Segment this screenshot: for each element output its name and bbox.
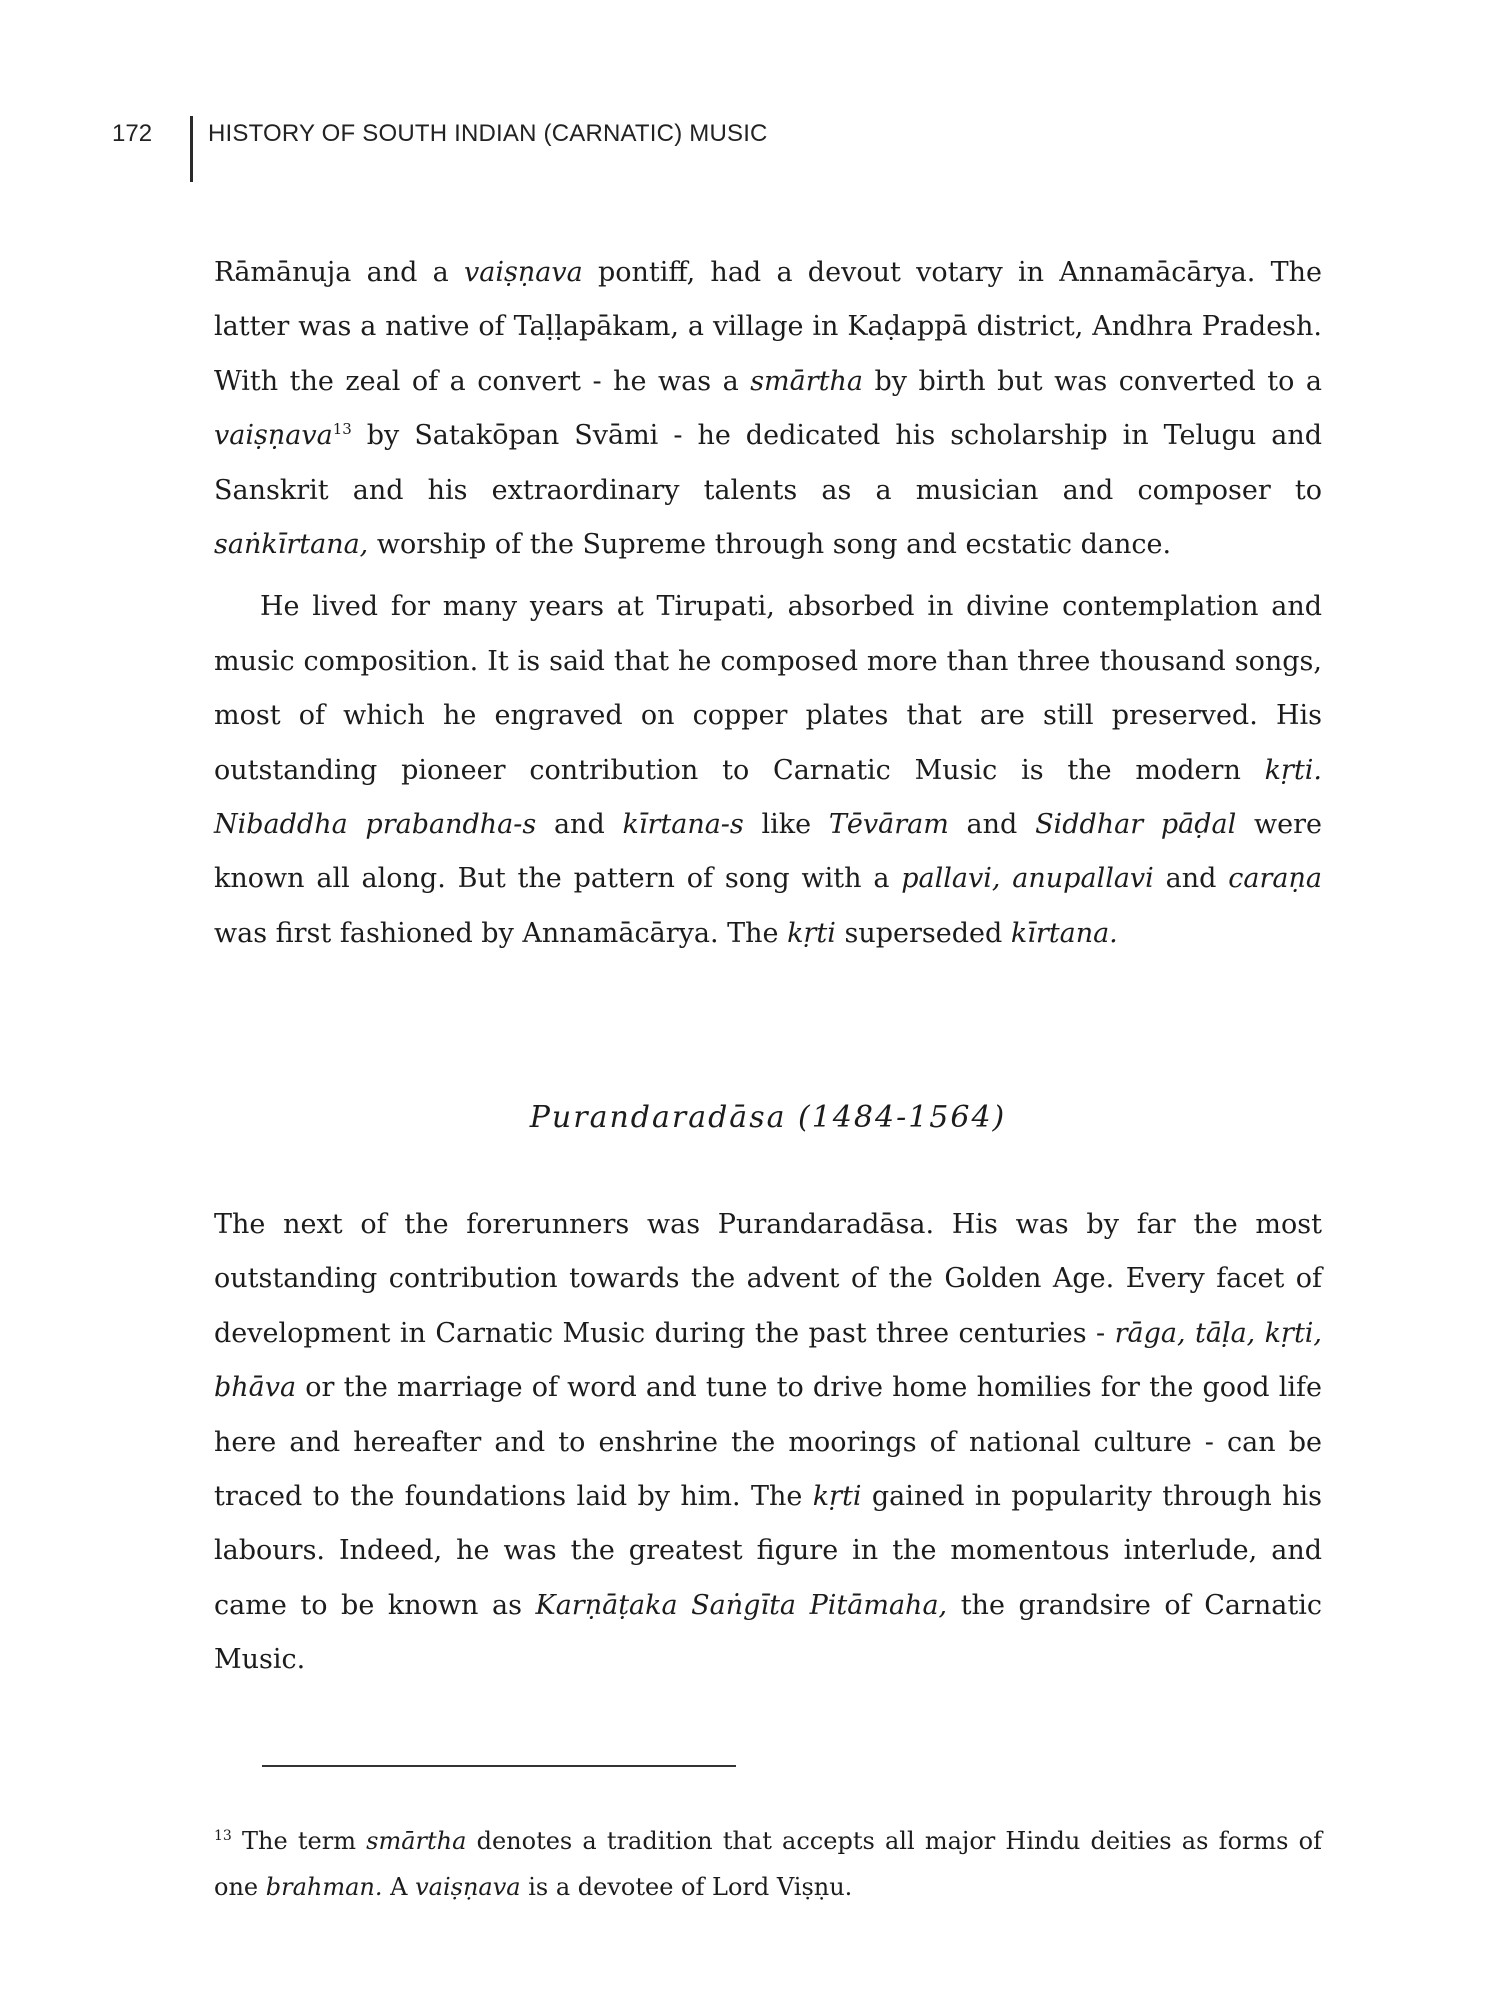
italic-term: vaiṣṇava <box>464 257 583 288</box>
footnote-divider <box>262 1765 736 1767</box>
paragraph-annamacarya-intro <box>214 246 1322 572</box>
page-number: 172 <box>112 120 153 147</box>
text-run: like <box>743 809 829 841</box>
footnote-marker: 13 <box>214 1828 232 1844</box>
header-divider <box>190 116 193 182</box>
italic-term: vaiṣṇava <box>214 420 333 452</box>
italic-term: kṛti <box>787 917 836 949</box>
italic-term: Tēvāram <box>828 809 949 841</box>
text-run: Rāmānuja and a <box>214 257 465 288</box>
italic-term: Siddhar pāḍal <box>1035 809 1237 841</box>
text-run: and <box>536 809 623 841</box>
book-title: HISTORY OF SOUTH INDIAN (CARNATIC) MUSIC <box>208 120 768 147</box>
paragraph-tirupati <box>214 580 1322 961</box>
text-run: or the marriage of word and tune to drive home homilies for the good life here and hereafter and to enshrine the moorings of national culture - can be traced to the foundations laid by him. The <box>214 1372 1322 1513</box>
section-heading: Purandaradāsa (1484-1564) <box>529 1100 1007 1135</box>
italic-term: kīrtana-s <box>622 809 744 841</box>
italic-term: saṅkīrtana, <box>214 529 369 561</box>
italic-term: kṛti <box>812 1481 862 1513</box>
italic-term: Karṇāṭaka Saṅgīta Pitāmaha, <box>535 1589 948 1621</box>
text-run: and <box>1153 863 1229 895</box>
text-run: The term <box>231 1827 367 1855</box>
text-run: is a devotee of Lord Viṣṇu. <box>520 1873 853 1901</box>
text-run: The next of the forerunners was Purandaradāsa. His was by far the most outstanding contribution towards the advent of the Golden Age. Every facet of development in Carnatic Music during the past three centuries - <box>214 1209 1322 1349</box>
text-run: pontiff, had a devout votary in Annamācārya. The latter was a native of Taḷḷapākam, a village in Kaḍappā district, Andhra Pradesh. With the zeal of a convert - he was a <box>214 257 1322 397</box>
text-run: denotes a tradition that accepts all major Hindu deities as forms of one <box>214 1827 1322 1901</box>
text-run: and <box>948 809 1036 841</box>
italic-term: rāga, tāḷa, kṛti, bhāva <box>214 1317 1323 1404</box>
text-run: A <box>382 1873 416 1901</box>
main-text <box>214 246 1322 961</box>
text-run: was first fashioned by Annamācārya. The <box>214 917 788 949</box>
italic-term: smārtha <box>366 1827 467 1855</box>
text-run: were known all along. But the pattern of song with a <box>214 809 1323 895</box>
text-run: the grandsire of Carnatic Music. <box>214 1589 1322 1676</box>
italic-term: pallavi, anupallavi <box>901 863 1154 895</box>
text-run: worship of the Supreme through song and ecstatic dance. <box>368 529 1172 561</box>
text-run: superseded <box>835 917 1011 949</box>
paragraph-purandaradasa <box>214 1198 1322 1688</box>
italic-term: kīrtana. <box>1010 917 1118 949</box>
italic-term: kṛti. Nibaddha prabandha-s <box>214 754 1322 841</box>
footnote-reference[interactable]: 13 <box>332 420 352 439</box>
footnote <box>214 1818 1322 1910</box>
text-run: gained in popularity through his labours. Indeed, he was the greatest figure in the momentous interlude, and came to be known as <box>214 1481 1322 1621</box>
italic-term: vaiṣṇava <box>415 1873 521 1901</box>
italic-term: caraṇa <box>1228 863 1322 895</box>
italic-term: smārtha <box>750 365 863 397</box>
text-run: He lived for many years at Tirupati, absorbed in divine contemplation and music composition. It is said that he composed more than three thousand songs, most of which he engraved on copper plates that are still preserved. His outstanding pioneer contribution to Carnatic Music is the modern <box>214 591 1322 786</box>
text-run: by birth but was converted to a <box>863 365 1322 397</box>
text-run: by Satakōpan Svāmi - he dedicated his scholarship in Telugu and Sanskrit and his extraordinary talents as a musician and composer to <box>214 420 1322 506</box>
footnote-13 <box>214 1818 1322 1910</box>
italic-term: brahman. <box>265 1873 383 1901</box>
section-text <box>214 1198 1322 1688</box>
